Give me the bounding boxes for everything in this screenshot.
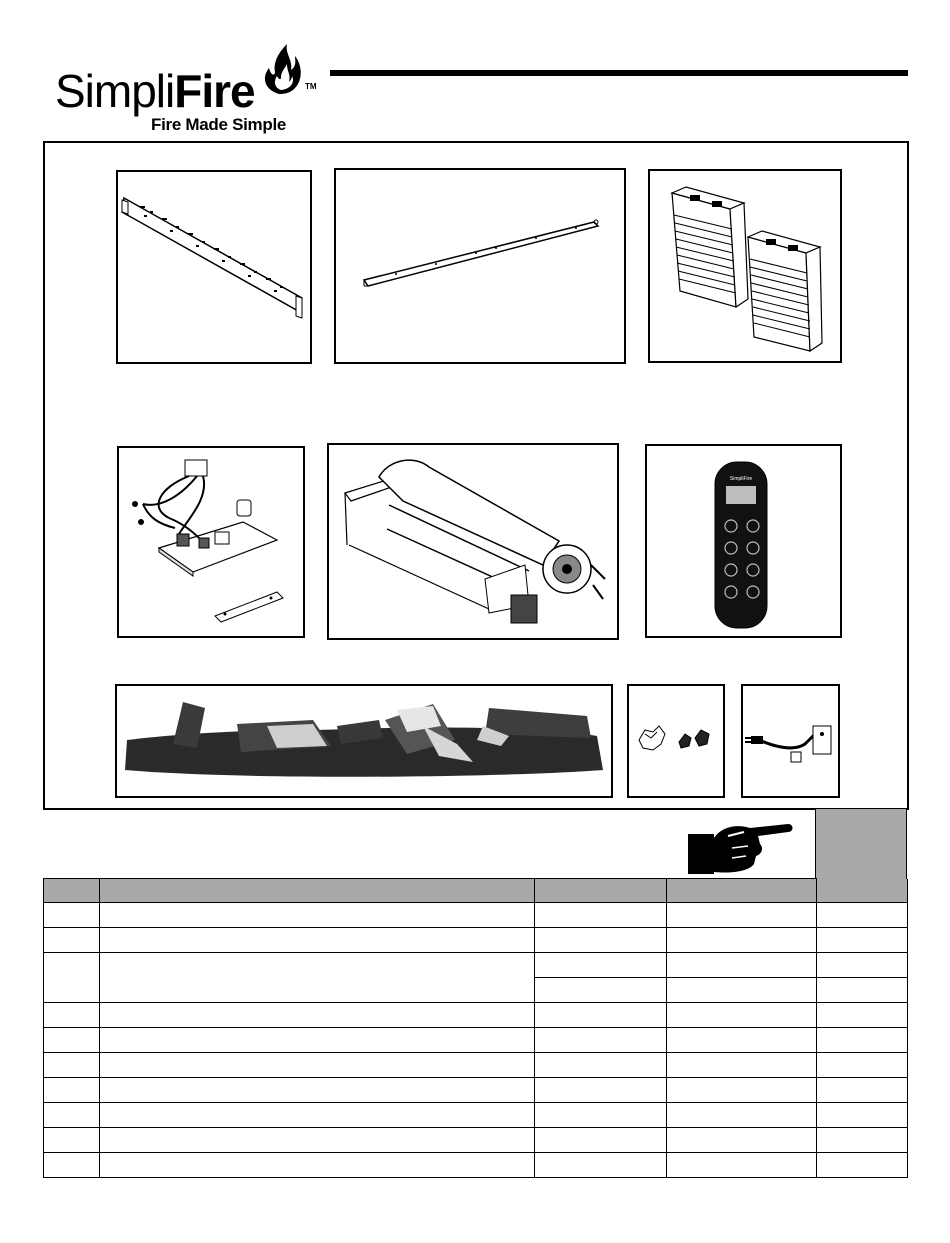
long-support-rail-image [334,168,626,364]
table-cell [817,1078,908,1103]
table-cell [535,1078,667,1103]
table-cell [535,978,667,1003]
table-row [44,928,908,953]
remote-brand-text: SimpliFire [729,476,753,482]
power-cord-image [741,684,840,798]
table-cell [44,1003,100,1028]
header-cell [44,879,100,903]
table-cell [535,1003,667,1028]
remote-control-image [645,444,842,638]
table-row [44,1153,908,1178]
table-cell [100,1028,535,1053]
table-row [44,1078,908,1103]
table-cell [817,953,908,978]
table-cell [44,1053,100,1078]
table-cell [667,1078,817,1103]
table-cell [535,1053,667,1078]
table-cell [535,1128,667,1153]
table-cell [667,953,817,978]
control-board-image [117,446,305,638]
table-cell [100,928,535,953]
table-cell [817,978,908,1003]
table-cell [535,1028,667,1053]
pointing-hand-icon [688,818,794,876]
table-cell [100,1003,535,1028]
logo-simpli-text: Simpli [55,65,175,117]
table-cell [667,1028,817,1053]
ember-media-image [627,684,725,798]
table-row [44,1028,908,1053]
mounting-bracket-image [116,170,312,364]
table-row [44,1103,908,1128]
glass-panel-pair-image [648,169,842,363]
table-cell [44,928,100,953]
table-cell [667,928,817,953]
table-cell [817,1003,908,1028]
parts-table [43,878,908,1178]
header-rule [330,70,908,76]
table-cell [667,1053,817,1078]
table-cell [667,1003,817,1028]
table-cell [535,903,667,928]
logo-fire-text: Fire [174,65,255,117]
table-cell [817,1128,908,1153]
simplifire-logo [47,40,327,140]
table-cell [100,953,535,1003]
table-cell [100,1103,535,1128]
table-cell [667,1103,817,1128]
table-cell [44,1103,100,1128]
table-cell [100,1078,535,1103]
table-cell [100,1053,535,1078]
table-cell [667,978,817,1003]
table-row [44,1003,908,1028]
logo-tagline: Fire Made Simple [151,115,287,134]
logo-wordmark [55,64,255,118]
table-row [44,1128,908,1153]
log-set-image [115,684,613,798]
table-row [44,903,908,928]
table-cell [817,1103,908,1128]
table-cell [100,1153,535,1178]
logo-trademark: TM [305,82,317,91]
header-cell [535,879,667,903]
table-cell [817,1153,908,1178]
table-cell [667,1153,817,1178]
header-cell [100,879,535,903]
table-cell [44,1153,100,1178]
table-cell [535,1153,667,1178]
table-cell [817,928,908,953]
table-cell [44,1128,100,1153]
table-cell [44,903,100,928]
blower-heater-assembly-image [327,443,619,640]
table-cell [535,928,667,953]
table-row [44,953,908,978]
header-cell [667,879,817,903]
table-cell [817,1053,908,1078]
table-cell [100,1128,535,1153]
table-cell [535,1103,667,1128]
table-header-row [44,879,908,903]
table-cell [44,1028,100,1053]
table-cell [667,1128,817,1153]
table-cell [535,953,667,978]
table-cell [100,903,535,928]
header-cell [817,879,908,903]
table-cell [817,1028,908,1053]
table-cell [667,903,817,928]
table-cell [44,1078,100,1103]
table-cell [817,903,908,928]
table-row [44,1053,908,1078]
table-cell [44,953,100,1003]
